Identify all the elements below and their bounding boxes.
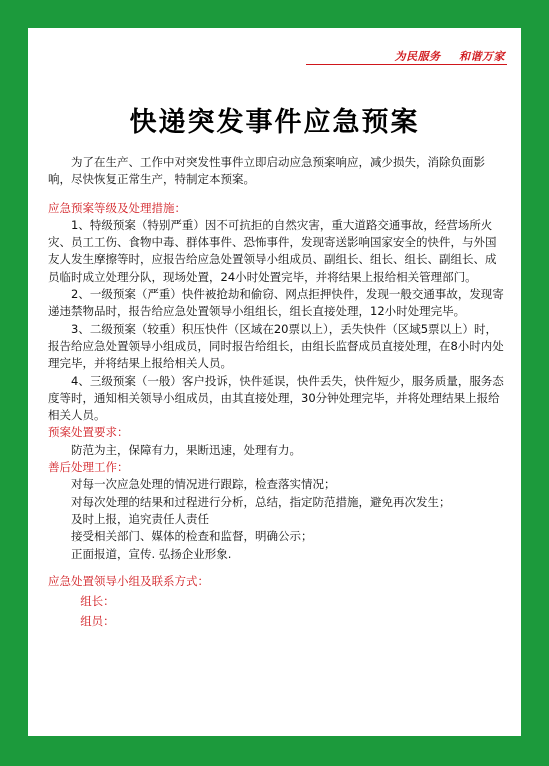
document-body [48, 154, 507, 631]
slogan-part-2: 和谐万家 [459, 50, 505, 63]
slogan [395, 48, 505, 64]
aftermath-item: 对每次处理的结果和过程进行分析，总结，指定防范措施，避免再次发生； [71, 494, 451, 509]
level-1-paragraph: 2、一级预案（严重）快件被抢劫和偷窃、网点拒押快件，发现一般交通事故，发现寄递违禁物品时，报告给应急处置领导小组组长，组长直接处理，12小时处理完毕。 [48, 287, 504, 319]
section-heading-levels: 应急预案等级及处理措施： [48, 200, 186, 215]
aftermath-item: 及时上报，追究责任人责任 [71, 511, 209, 526]
aftermath-item: 正面报道，宣传. 弘扬企业形象. [71, 546, 232, 561]
leader-label: 组长： [80, 594, 115, 609]
notice-board [28, 28, 521, 736]
aftermath-item: 接受相关部门、媒体的检查和监督，明确公示； [71, 529, 313, 544]
intro-paragraph: 为了在生产、工作中对突发性事件立即启动应急预案响应，减少损失，消除负面影响，尽快恢复正常生产，特制定本预案。 [48, 155, 485, 187]
section-heading-aftermath: 善后处理工作： [48, 460, 129, 475]
requirements-text: 防范为主，保障有力，果断迅速，处理有力。 [71, 442, 301, 457]
spacer [48, 563, 507, 573]
member-label: 组员： [80, 614, 115, 629]
section-heading-contacts: 应急处置领导小组及联系方式： [48, 573, 209, 588]
slogan-part-1: 为民服务 [394, 50, 441, 63]
level-2-paragraph: 3、二级预案（较重）积压快件（区域在20票以上），丢失快件（区域5票以上）时，报告给应急处置领导小组成员，同时报告给组长，由组长监督成员直接处理，在8小时内处理完毕，并将结果上报给相关人员。 [48, 321, 504, 371]
section-heading-requirements: 预案处置要求： [48, 425, 129, 440]
slogan-underline [306, 64, 507, 65]
aftermath-item: 对每一次应急处理的情况进行跟踪，检查落实情况； [71, 477, 336, 492]
page-title: 快递突发事件应急预案 [129, 107, 420, 138]
level-special-paragraph: 1、特级预案（特别严重）因不可抗拒的自然灾害，重大道路交通事故，经营场所火灾、员工工伤、食物中毒、群体事件、恐怖事件，发现寄送影响国家安全的快件，与外国友人发生摩擦等时，应报告给应急处置领导小组成员、副组长、组长、组长、副组长、成员临时成立处理分队，现场处置，24小时处置完毕，并将结果上报给相关管理部门。 [48, 217, 497, 284]
level-3-paragraph: 4、三级预案（一般）客户投诉，快件延误，快件丢失，快件短少，服务质量，服务态度等时，通知相关领导小组成员，由其直接处理，30分钟处理完毕，并将处理结果上报给相关人员。 [48, 373, 504, 423]
